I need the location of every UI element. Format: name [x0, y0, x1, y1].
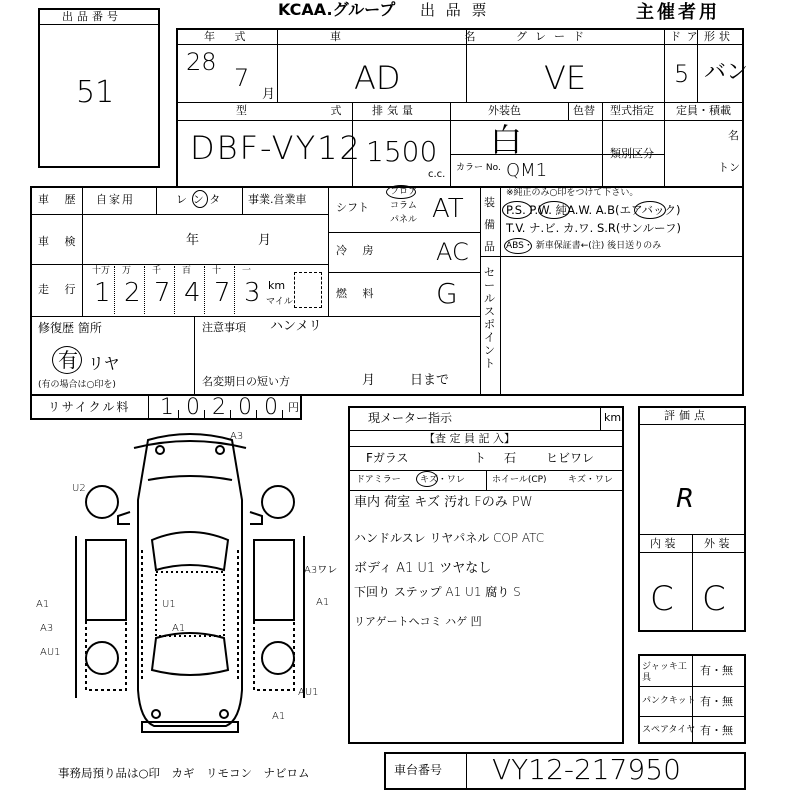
mileage-digit: 4 — [184, 278, 201, 308]
mileage-digit: 1 — [94, 278, 111, 308]
ps-circle-mark — [502, 201, 532, 219]
category-label: 類別区分 — [610, 147, 654, 160]
mileage-km: km — [268, 279, 286, 292]
glass-label: Fガラス — [366, 451, 409, 465]
repair-text: リヤ — [88, 354, 120, 373]
mileage-digit-header: 万 — [122, 266, 132, 276]
interior-value: C — [650, 579, 674, 619]
month-unit: 月 — [262, 87, 276, 102]
recycle-digit: 0 — [186, 395, 200, 420]
glass-item3: ヒビワレ — [546, 451, 595, 465]
ac-value: AC — [436, 238, 469, 266]
repair-circle-mark — [52, 346, 82, 374]
mirror-label: ドアミラー — [356, 475, 401, 485]
type-label: 型 式 — [236, 104, 382, 117]
recycle-digit: 2 — [212, 395, 226, 420]
ac-label: 冷 房 — [336, 244, 380, 257]
shift-label: シフト — [336, 201, 369, 214]
mileage-digit-header: 十万 — [92, 266, 111, 276]
history-private: 自家用 — [96, 193, 135, 206]
deadline-month: 月 — [362, 373, 376, 388]
floor-circle-mark — [386, 185, 416, 199]
mileage-digit-header: 千 — [152, 266, 162, 276]
mileage-digit: 3 — [244, 278, 261, 308]
mileage-mile: マイル — [266, 297, 293, 307]
mileage-digit-header: 百 — [182, 266, 192, 276]
repair-note: (有の場合は○印を) — [38, 380, 116, 390]
displacement-label: 排気量 — [372, 104, 417, 117]
recycle-digit: 0 — [264, 395, 278, 420]
meter-label: 現メーター指示 — [368, 411, 453, 425]
mileage-digit: 7 — [214, 278, 231, 308]
grade-label: グレード — [516, 30, 592, 43]
rental-circle-mark — [192, 190, 208, 208]
lot-label: 出品番号 — [62, 10, 122, 23]
year-label: 年 式 — [204, 30, 254, 43]
history-business: 事業.営業車 — [248, 193, 307, 206]
office-note: 事務局預り品は○印 カギ リモコン ナビロム — [58, 766, 310, 780]
model-value: AD — [354, 59, 401, 97]
mile-box — [294, 272, 322, 308]
tool-puncture-value: 有・無 — [700, 695, 733, 708]
wheel-rear-left — [86, 642, 118, 674]
inspection-label: 車 検 — [38, 235, 82, 248]
left-door-rear — [86, 620, 126, 690]
inspector-note-4: 下回り ステップ A1 U1 腐り S — [354, 585, 521, 599]
ab-circle-mark — [634, 201, 666, 219]
inspector-note-3: ボディ A1 U1 ツヤなし — [354, 561, 492, 576]
shape-label: 形状 — [704, 30, 734, 43]
equipment-label: 装備品 — [484, 196, 495, 253]
type-value: DBF-VY12 — [190, 129, 362, 167]
diagram-mark-front: A3 — [230, 431, 244, 442]
diagram-mark-right-glass: A3ワレ — [304, 565, 338, 576]
shift-column: コラム — [390, 201, 417, 211]
glass-item1: ト — [474, 451, 487, 465]
cc-unit: c.c. — [428, 169, 446, 180]
deadline-day: 日まで — [410, 373, 450, 388]
mirror-circle-mark — [416, 471, 438, 487]
vehicle-diagram — [30, 420, 350, 750]
shift-value: AT — [432, 194, 464, 224]
fuel-value: G — [436, 277, 458, 310]
tool-spare-value: 有・無 — [700, 724, 733, 737]
notices-value: ハンメリ — [270, 319, 322, 334]
diagram-mark-left-door: A1 — [36, 599, 50, 610]
diagram-mark-left-side: A3 — [40, 623, 54, 634]
wheel-front-right — [262, 486, 294, 518]
door-value: 5 — [674, 60, 690, 88]
equipment-line2: T.V. ナ.ビ. カ.ワ. S.R(サンルーフ) — [506, 221, 681, 235]
notices-label: 注意事項 — [202, 321, 246, 334]
fuel-label: 燃 料 — [336, 287, 380, 300]
car-body-outline — [138, 431, 244, 726]
wheel-value: キズ・ワレ — [568, 475, 613, 485]
shift-panel: パネル — [390, 215, 418, 225]
diagram-mark-rear-bumper: A1 — [272, 711, 286, 722]
tool-puncture-label: パンクキット — [642, 696, 696, 706]
door-label: ドア — [670, 30, 704, 43]
diagram-mark-left-rear: AU1 — [40, 647, 61, 658]
inspector-section: 【査 定 員 記 入】 — [424, 432, 515, 445]
inspector-note-5: リアゲートヘコミ ハゲ 凹 — [354, 615, 482, 628]
windshield — [152, 532, 228, 570]
model-label: 車 名 — [330, 30, 536, 43]
wheel-rear-right — [262, 642, 294, 674]
inspector-note-2: ハンドルスレ リヤパネル COP ATC — [354, 531, 545, 545]
glass-item2: 石 — [504, 451, 517, 465]
month-value: 7 — [234, 64, 250, 92]
sheet-title: 出 品 票 — [420, 1, 490, 19]
equipment-note: ※純正のみ○印をつけて下さい。 — [506, 188, 639, 198]
deadline-label: 名変期日の短い方 — [202, 375, 290, 388]
tool-spare-label: スペアタイヤ — [642, 725, 696, 735]
capacity-label: 定員・積載 — [676, 104, 731, 117]
abs-circle-mark — [504, 238, 532, 254]
tons-unit: トン — [718, 161, 740, 174]
year-value: 28 — [186, 48, 217, 76]
designated-label: 型式指定 — [610, 104, 654, 117]
sales-point-label: セールスポイント — [484, 266, 495, 370]
shape-value: バン — [704, 60, 749, 85]
meter-km: km — [604, 411, 622, 424]
chassis-label: 車台番号 — [394, 763, 443, 777]
diagram-mark-roof: U1 — [162, 599, 176, 610]
shift-floor: フロア — [390, 187, 418, 197]
interior-label: 内 装 — [650, 537, 676, 550]
hood-line — [148, 476, 232, 480]
mileage-digit: 2 — [124, 278, 141, 308]
right-door-rear — [254, 620, 294, 690]
color-value: 白 — [490, 121, 523, 159]
recycle-digit: 1 — [160, 395, 174, 420]
wheel-label: ホイール(CP) — [492, 475, 547, 485]
history-rental: レンタ — [176, 193, 227, 206]
pw-circle-mark — [538, 201, 570, 219]
mirror-value: キズ・ワレ — [420, 475, 465, 485]
mileage-label: 走 行 — [38, 283, 82, 296]
grade-value: VE — [544, 59, 587, 97]
front-bumper — [134, 441, 246, 448]
copy-label: 主催者用 — [636, 2, 720, 23]
mileage-digit: 7 — [154, 278, 171, 308]
diagram-mark-roof2: A1 — [172, 623, 186, 634]
lot-number: 51 — [76, 75, 115, 110]
mileage-digit-header: 一 — [242, 266, 252, 276]
color-no-label: カラー No. — [456, 163, 501, 173]
grade-label: 評価点 — [664, 409, 709, 422]
equipment-line3: ABS・ 新車保証書←(注) 後日送りのみ — [506, 241, 662, 251]
inspection-year-unit: 年 — [186, 233, 200, 248]
repair-mark: 有 — [58, 348, 78, 372]
displacement-value: 1500 — [366, 135, 438, 168]
tool-jack-value: 有・無 — [700, 664, 733, 677]
color-label: 外装色 — [488, 104, 521, 117]
right-door-front — [254, 540, 294, 620]
chassis-value: VY12-217950 — [492, 753, 681, 786]
recycle-yen: 円 — [288, 401, 299, 414]
inspection-month-unit: 月 — [258, 233, 272, 248]
group-name: KCAA.グループ — [278, 0, 396, 19]
mileage-digit-header: 十 — [212, 266, 222, 276]
diagram-mark-u2: U2 — [72, 483, 86, 494]
recycle-label: リサイクル料 — [48, 400, 131, 414]
repair-label: 修復歴 箇所 — [38, 321, 102, 335]
inspector-note-1: 車内 荷室 キズ 汚れ Fのみ PW — [354, 495, 533, 510]
history-label: 車 歴 — [38, 193, 82, 206]
diagram-mark-right-rear: AU1 — [298, 687, 319, 698]
left-door-front — [86, 540, 126, 620]
exterior-value: C — [702, 579, 726, 619]
tool-jack-label: ジャッキ工具 — [642, 662, 687, 683]
equipment-line1: P.S. P.W. 純A.W. A.B(エアバック) — [506, 203, 681, 217]
color-change-label: 色替 — [573, 104, 595, 117]
diagram-mark-right-door: A1 — [316, 597, 330, 608]
persons-unit: 名 — [728, 129, 739, 142]
color-no-value: QM1 — [506, 160, 548, 181]
wheel-front-left — [86, 486, 118, 518]
grade-value: R — [676, 484, 695, 514]
rear-window — [152, 633, 228, 675]
exterior-label: 外 装 — [704, 537, 730, 550]
recycle-digit: 0 — [238, 395, 252, 420]
